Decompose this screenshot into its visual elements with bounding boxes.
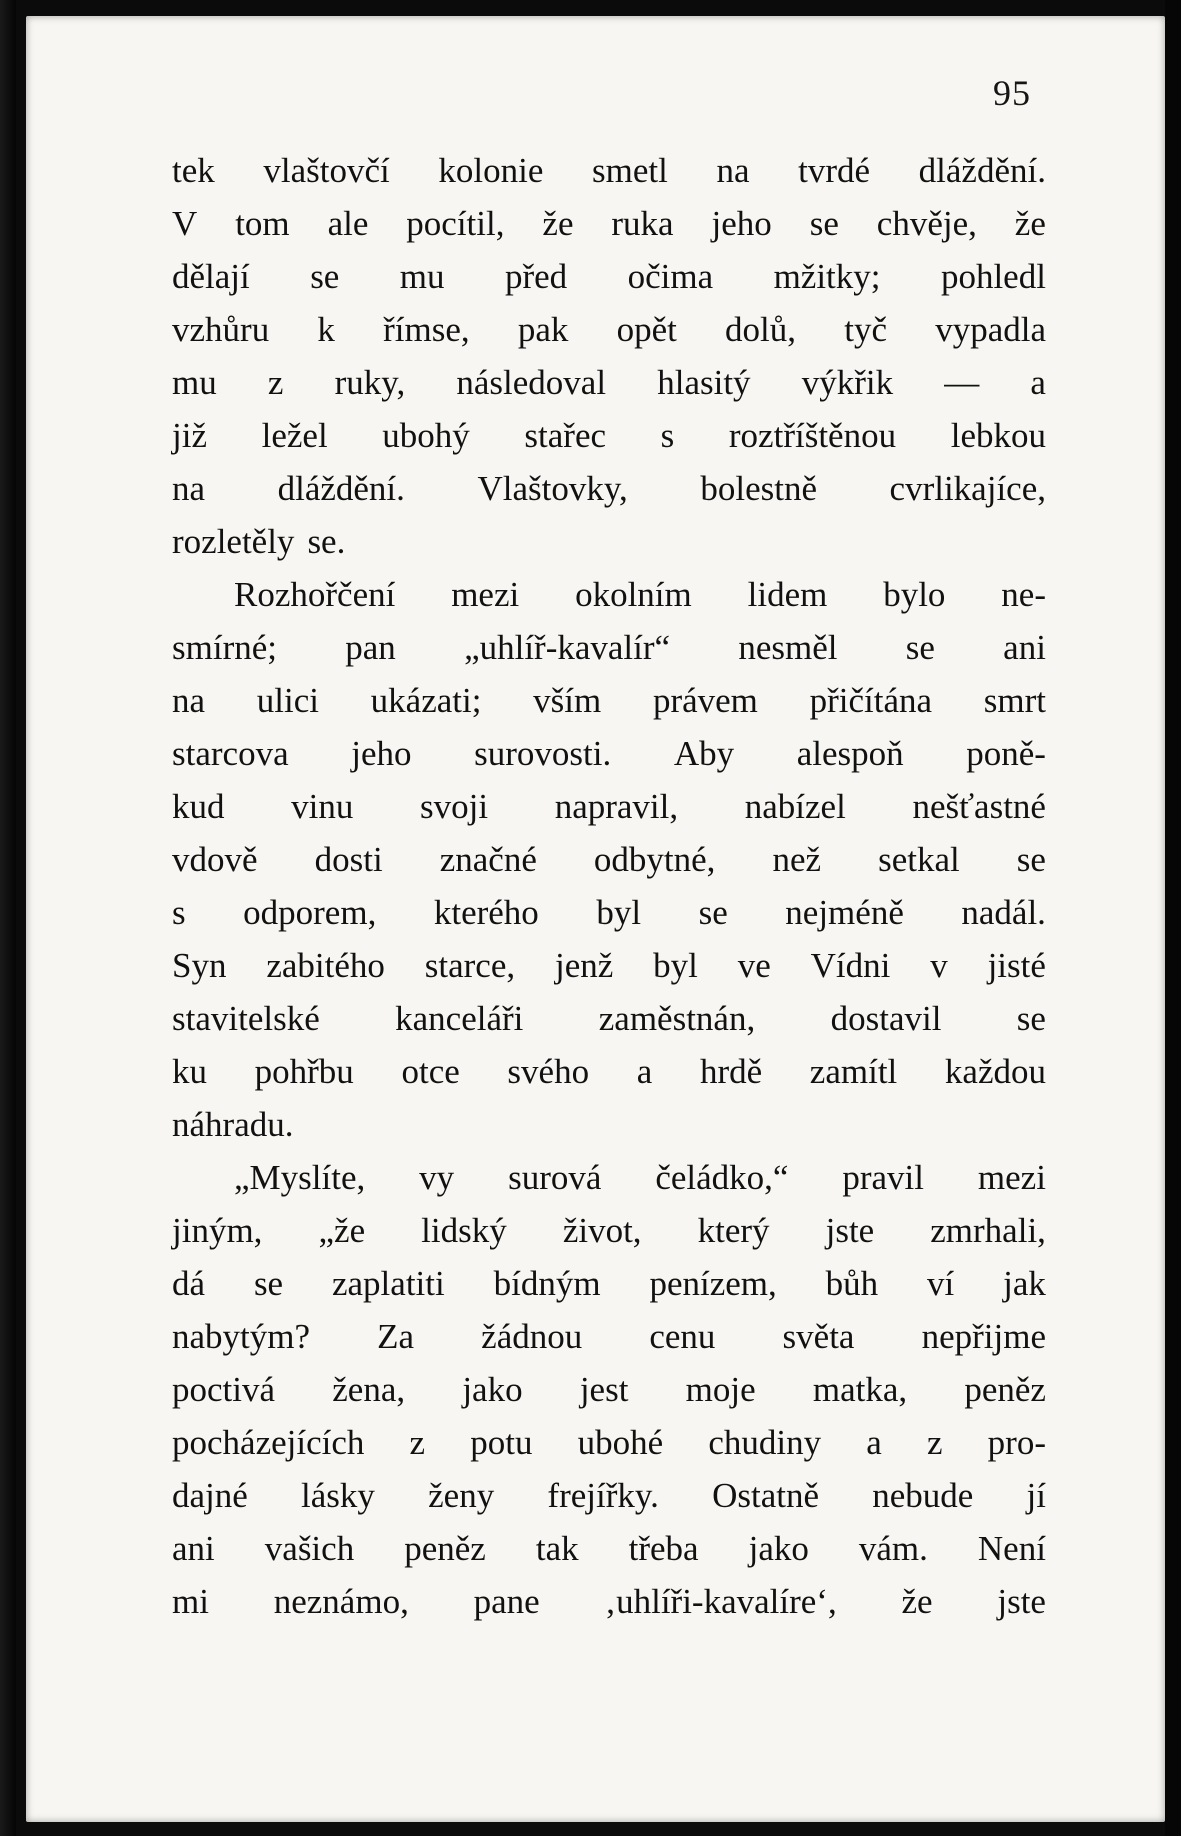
text-word: tyč [844,310,887,349]
text-word: chudiny [708,1423,822,1462]
text-word: poně- [966,734,1046,773]
text-word: pravil [842,1158,924,1197]
text-word: ve [737,946,771,985]
text-word: — [944,363,980,402]
text-word: jako [462,1370,523,1409]
text-word: vašich [264,1529,355,1568]
text-word: hlasitý [657,363,751,402]
text-word: ani [1003,628,1046,667]
text-word: na [172,469,206,508]
text-word: svoji [419,787,489,826]
text-word: mezi [977,1158,1046,1197]
text-word: vlaštovčí [263,151,390,190]
text-word: vám. [858,1529,928,1568]
text-word: se [253,1264,284,1303]
text-word: zabitého [266,946,385,985]
text-line [172,250,1046,303]
text-word: a [636,1052,653,1091]
text-line [172,1363,1046,1416]
text-word: ani [172,1529,215,1568]
text-word: jisté [987,946,1046,985]
text-word: poctivá [172,1370,276,1409]
text-word: mu [399,257,445,296]
text-word: před [504,257,568,296]
text-word: otce [401,1052,460,1091]
text-word: dosti [314,840,383,879]
text-line [172,1151,1046,1204]
text-word: světa [782,1317,855,1356]
text-word: cvrlikajíce, [889,469,1046,508]
text-line [172,1098,1046,1151]
text-word: kolonie [438,151,544,190]
text-word: smírné; [172,628,277,667]
text-word: že [901,1582,933,1621]
text-word: napravil, [554,787,679,826]
text-word: hrdě [699,1052,763,1091]
text-line [172,1045,1046,1098]
text-word: jako [748,1529,809,1568]
text-word: kterého [433,893,539,932]
text-word: jí [1026,1476,1046,1515]
text-word: byl [596,893,642,932]
text-word: tvrdé [798,151,871,190]
text-word: vinu [291,787,354,826]
text-word: V [172,204,198,243]
text-word: potu [470,1423,533,1462]
text-word: pane [473,1582,540,1621]
text-word: neznámo, [273,1582,409,1621]
text-word: penízem, [649,1264,777,1303]
text-word: lidem [747,575,828,614]
text-word: tom [235,204,290,243]
text-line [172,409,1046,462]
text-word: Rozhořčení [234,575,396,614]
text-word: s [172,893,186,932]
text-word: surová [508,1158,602,1197]
text-word: ‚uhlíři-kavalíre‘, [604,1582,837,1621]
text-word: stavitelské [172,999,320,1038]
text-word: surovosti. [474,734,612,773]
text-word: ne- [1001,575,1046,614]
text-word: ví [927,1264,955,1303]
text-word: Aby [673,734,735,773]
text-word: peněz [964,1370,1046,1409]
text-word: ruky, [334,363,406,402]
text-word: starce, [424,946,516,985]
text-word: k [317,310,335,349]
text-word: jak [1003,1264,1046,1303]
text-word: a [866,1423,882,1462]
text-word: moje [685,1370,756,1409]
text-word: jste [997,1582,1046,1621]
text-word: bolestně [700,469,817,508]
text-word: právem [652,681,758,720]
text-line [172,833,1046,886]
text-word: Syn [172,946,227,985]
text-word: se [905,628,935,667]
text-word: kud [172,787,225,826]
text-word: nepřijme [921,1317,1046,1356]
text-word: ku [172,1052,207,1091]
text-word: pohřbu [254,1052,354,1091]
text-word: roztříštěnou [728,416,897,455]
book-page [26,16,1165,1822]
text-word: mi [172,1582,209,1621]
text-word: nešťastné [912,787,1046,826]
text-word: dá [172,1264,206,1303]
text-word: bylo [883,575,946,614]
text-word: Za [377,1317,415,1356]
text-word: dajné [172,1476,248,1515]
text-word: třeba [628,1529,699,1568]
text-line [172,727,1046,780]
text-word: matka, [812,1370,908,1409]
text-word: a [1030,363,1046,402]
text-word: se [1016,999,1046,1038]
text-word: jste [825,1211,875,1250]
text-word: lidský [421,1211,507,1250]
text-word: již [172,416,207,455]
text-word: každou [944,1052,1046,1091]
text-word: zamítl [809,1052,898,1091]
text-word: náhradu. [172,1105,294,1144]
text-word: že [1014,204,1046,243]
text-word: vším [533,681,602,720]
text-line [172,992,1046,1045]
text-word: se [698,893,728,932]
text-word: mu [172,363,217,402]
text-word: peněz [404,1529,486,1568]
text-word: se. [307,522,346,561]
text-word: vzhůru [172,310,270,349]
text-word: ruka [611,204,674,243]
text-word: žena, [332,1370,406,1409]
text-word: cenu [649,1317,716,1356]
text-word: nabytým? [172,1317,311,1356]
text-word: byl [653,946,698,985]
text-word: ubohé [577,1423,664,1462]
text-word: ležel [261,416,328,455]
text-line [172,780,1046,833]
text-word: jeho [351,734,412,773]
text-word: mžitky; [773,257,881,296]
text-word: dláždění. [277,469,405,508]
text-word: jeho [711,204,772,243]
text-word: jest [579,1370,629,1409]
text-word: z [267,363,284,402]
text-line [172,144,1046,197]
text-word: Není [977,1529,1046,1568]
text-word: smrt [983,681,1046,720]
text-line [172,1575,1046,1628]
text-word: nebude [872,1476,974,1515]
text-word: v [930,946,948,985]
text-word: s [660,416,675,455]
text-word: frejířky. [547,1476,659,1515]
text-word: „Myslíte, [234,1158,366,1197]
text-word: lebkou [950,416,1046,455]
text-word: zaměstnán, [598,999,756,1038]
text-word: z [409,1423,426,1462]
text-word: „že [318,1211,366,1250]
text-word: bůh [825,1264,879,1303]
page-number: 95 [993,73,1031,113]
text-word: zaplatiti [331,1264,445,1303]
text-line [172,515,1046,568]
text-line [172,674,1046,727]
text-line [172,356,1046,409]
text-word: bídným [493,1264,601,1303]
text-word: chvěje, [876,204,977,243]
text-word: očima [627,257,714,296]
text-word: mezi [451,575,520,614]
text-word: smetl [592,151,668,190]
text-line [172,886,1046,939]
text-word: čeládko,“ [655,1158,789,1197]
text-word: jiným, [172,1211,263,1250]
text-word: odporem, [243,893,377,932]
text-word: který [697,1211,770,1250]
text-word: Vlaštovky, [477,469,628,508]
text-word: jenž [554,946,614,985]
text-word: dolů, [725,310,797,349]
text-line [172,1204,1046,1257]
text-word: „uhlíř-kavalír“ [464,628,671,667]
text-word: pan [345,628,396,667]
text-word: následoval [456,363,607,402]
text-word: ale [327,204,369,243]
text-word: pohledl [940,257,1046,296]
text-line [172,568,1046,621]
text-word: se [1016,840,1046,879]
text-word: pocítil, [406,204,505,243]
text-word: nesměl [738,628,838,667]
text-word: přičítána [809,681,933,720]
text-word: alespoň [796,734,904,773]
text-word: Ostatně [712,1476,819,1515]
text-word: starcova [172,734,289,773]
text-word: ženy [428,1476,495,1515]
text-word: zmrhali, [930,1211,1046,1250]
text-word: kanceláři [395,999,524,1038]
text-word: pak [517,310,569,349]
text-line [172,303,1046,356]
text-word: vy [419,1158,455,1197]
text-word: na [716,151,750,190]
text-line [172,1416,1046,1469]
text-word: výkřik [801,363,894,402]
text-word: Vídni [810,946,891,985]
text-line [172,197,1046,250]
book-binding-edge [0,0,16,1836]
text-line [172,462,1046,515]
text-line [172,1522,1046,1575]
text-word: svého [507,1052,590,1091]
text-word: vypadla [935,310,1046,349]
text-word: ubohý [382,416,470,455]
text-word: ulici [256,681,319,720]
text-word: z [926,1423,943,1462]
text-word: vdově [172,840,258,879]
text-line [172,1310,1046,1363]
scan-right-edge [1165,0,1181,1836]
text-word: pocházejících [172,1423,365,1462]
text-word: dláždění. [918,151,1046,190]
text-word: ukázati; [370,681,482,720]
text-word: na [172,681,206,720]
text-word: lásky [301,1476,375,1515]
text-word: tak [535,1529,579,1568]
text-word: římse, [383,310,470,349]
text-line [172,1257,1046,1310]
text-line [172,621,1046,674]
text-word: pro- [987,1423,1046,1462]
text-word: dělají [172,257,250,296]
text-line [172,939,1046,992]
text-word: život, [562,1211,642,1250]
text-word: dostavil [830,999,942,1038]
text-word: nejméně [785,893,904,932]
text-word: žádnou [481,1317,583,1356]
text-word: se [809,204,839,243]
page-text [172,144,1046,1644]
text-word: rozletěly [172,522,295,561]
text-word: se [310,257,340,296]
text-line [172,1469,1046,1522]
text-word: než [772,840,822,879]
text-word: že [542,204,574,243]
text-word: značné [439,840,537,879]
text-word: nabízel [744,787,846,826]
text-word: tek [172,151,215,190]
text-word: setkal [878,840,960,879]
text-word: nadál. [961,893,1046,932]
text-word: opět [616,310,677,349]
text-word: okolním [575,575,692,614]
text-word: stařec [524,416,607,455]
text-word: odbytné, [593,840,716,879]
